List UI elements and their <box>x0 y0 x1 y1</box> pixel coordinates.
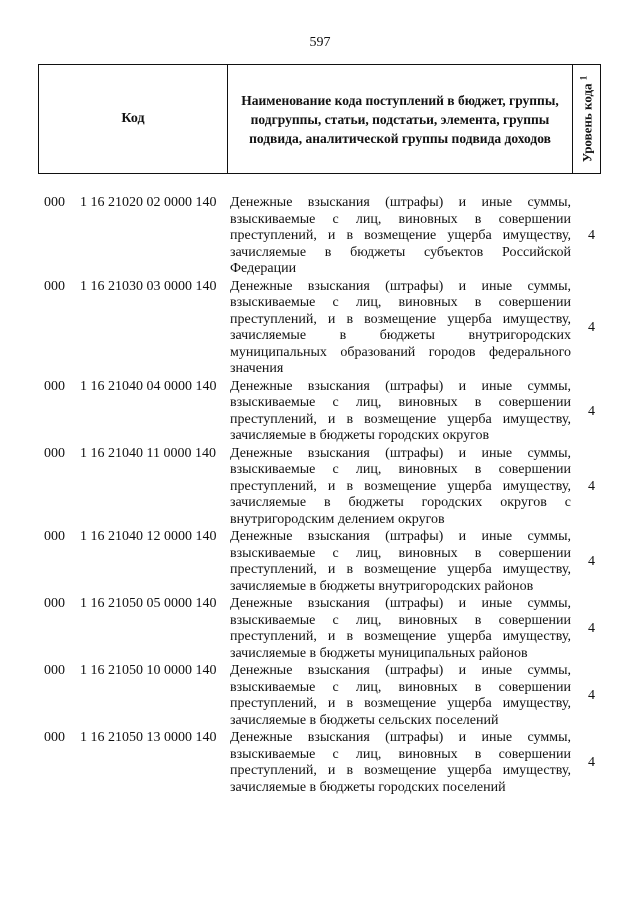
row-description: Денежные взыскания (штрафы) и иные суммы, взыскиваемые с лиц, виновных в совершении преступлений, и в возмещение ущерба имуществу, зачисляемые в бюджеты муниципальных районов <box>230 596 571 661</box>
header-name: Наименование кода поступлений в бюджет, группы, подгруппы, статьи, подстатьи, элемента, группы подвида, аналитической группы подвида доходов <box>228 65 573 173</box>
row-code: 1 16 21050 10 0000 140 <box>80 663 217 678</box>
row-code: 1 16 21050 05 0000 140 <box>80 596 217 611</box>
row-level: 4 <box>588 688 595 703</box>
page-number: 597 <box>309 35 331 50</box>
header-level-cell <box>573 65 600 173</box>
row-description: Денежные взыскания (штрафы) и иные суммы, взыскиваемые с лиц, виновных в совершении преступлений, и в возмещение ущерба имуществу, зачисляемые в бюджеты городских поселений <box>230 730 571 795</box>
row-level: 4 <box>588 228 595 244</box>
row-level: 4 <box>588 478 595 494</box>
table-row <box>0 596 640 662</box>
table-row <box>0 446 640 529</box>
row-description: Денежные взыскания (штрафы) и иные суммы, взыскиваемые с лиц, виновных в совершении преступлений, и в возмещение ущерба имуществу, зачисляемые в бюджеты субъектов Российской Федерации <box>230 195 571 276</box>
row-code: 1 16 21040 12 0000 140 <box>80 529 217 544</box>
row-level: 4 <box>588 755 595 770</box>
row-code: 1 16 21020 02 0000 140 <box>80 195 217 210</box>
row-code: 1 16 21050 13 0000 140 <box>80 730 217 745</box>
row-prefix: 000 <box>44 378 65 394</box>
row-code: 1 16 21040 11 0000 140 <box>80 445 216 461</box>
row-prefix: 000 <box>44 663 65 678</box>
table-body <box>0 195 640 797</box>
row-description: Денежные взыскания (штрафы) и иные суммы, взыскиваемые с лиц, виновных в совершении преступлений, и в возмещение ущерба имуществу, зачисляемые в бюджеты сельских поселений <box>230 663 571 728</box>
header-code: Код <box>39 65 228 173</box>
row-level: 4 <box>588 320 595 335</box>
row-description: Денежные взыскания (штрафы) и иные суммы, взыскиваемые с лиц, виновных в совершении преступлений, и в возмещение ущерба имуществу, зачисляемые в бюджеты внутригородских районов <box>230 529 571 594</box>
table-row <box>0 663 640 729</box>
header-level <box>578 76 595 163</box>
row-prefix: 000 <box>44 278 65 294</box>
table-row <box>0 730 640 796</box>
row-description: Денежные взыскания (штрафы) и иные суммы, взыскиваемые с лиц, виновных в совершении преступлений, и в возмещение ущерба имуществу, зачисляемые в бюджеты городских округов с внутригородским делением округов <box>230 445 571 527</box>
table-row <box>0 529 640 595</box>
row-description: Денежные взыскания (штрафы) и иные суммы, взыскиваемые с лиц, виновных в совершении преступлений, и в возмещение ущерба имуществу, зачисляемые в бюджеты внутригородских муниципальных образований городов федерального значения <box>230 278 571 376</box>
row-prefix: 000 <box>44 529 65 544</box>
table-row <box>0 379 640 445</box>
row-description: Денежные взыскания (штрафы) и иные суммы, взыскиваемые с лиц, виновных в совершении преступлений, и в возмещение ущерба имуществу, зачисляемые в бюджеты городских округов <box>230 378 571 443</box>
row-prefix: 000 <box>44 195 65 210</box>
row-level: 4 <box>588 554 595 569</box>
row-prefix: 000 <box>44 730 65 745</box>
row-level: 4 <box>588 403 595 419</box>
table-row <box>0 195 640 278</box>
row-code: 1 16 21040 04 0000 140 <box>80 378 217 394</box>
row-prefix: 000 <box>44 596 65 611</box>
row-code: 1 16 21030 03 0000 140 <box>80 278 217 294</box>
table-row <box>0 279 640 378</box>
row-prefix: 000 <box>44 445 65 461</box>
table-header <box>38 64 601 174</box>
header-level-label: Уровень кода <box>579 83 595 163</box>
row-level: 4 <box>588 621 595 636</box>
header-level-footnote: 1 <box>577 75 588 81</box>
